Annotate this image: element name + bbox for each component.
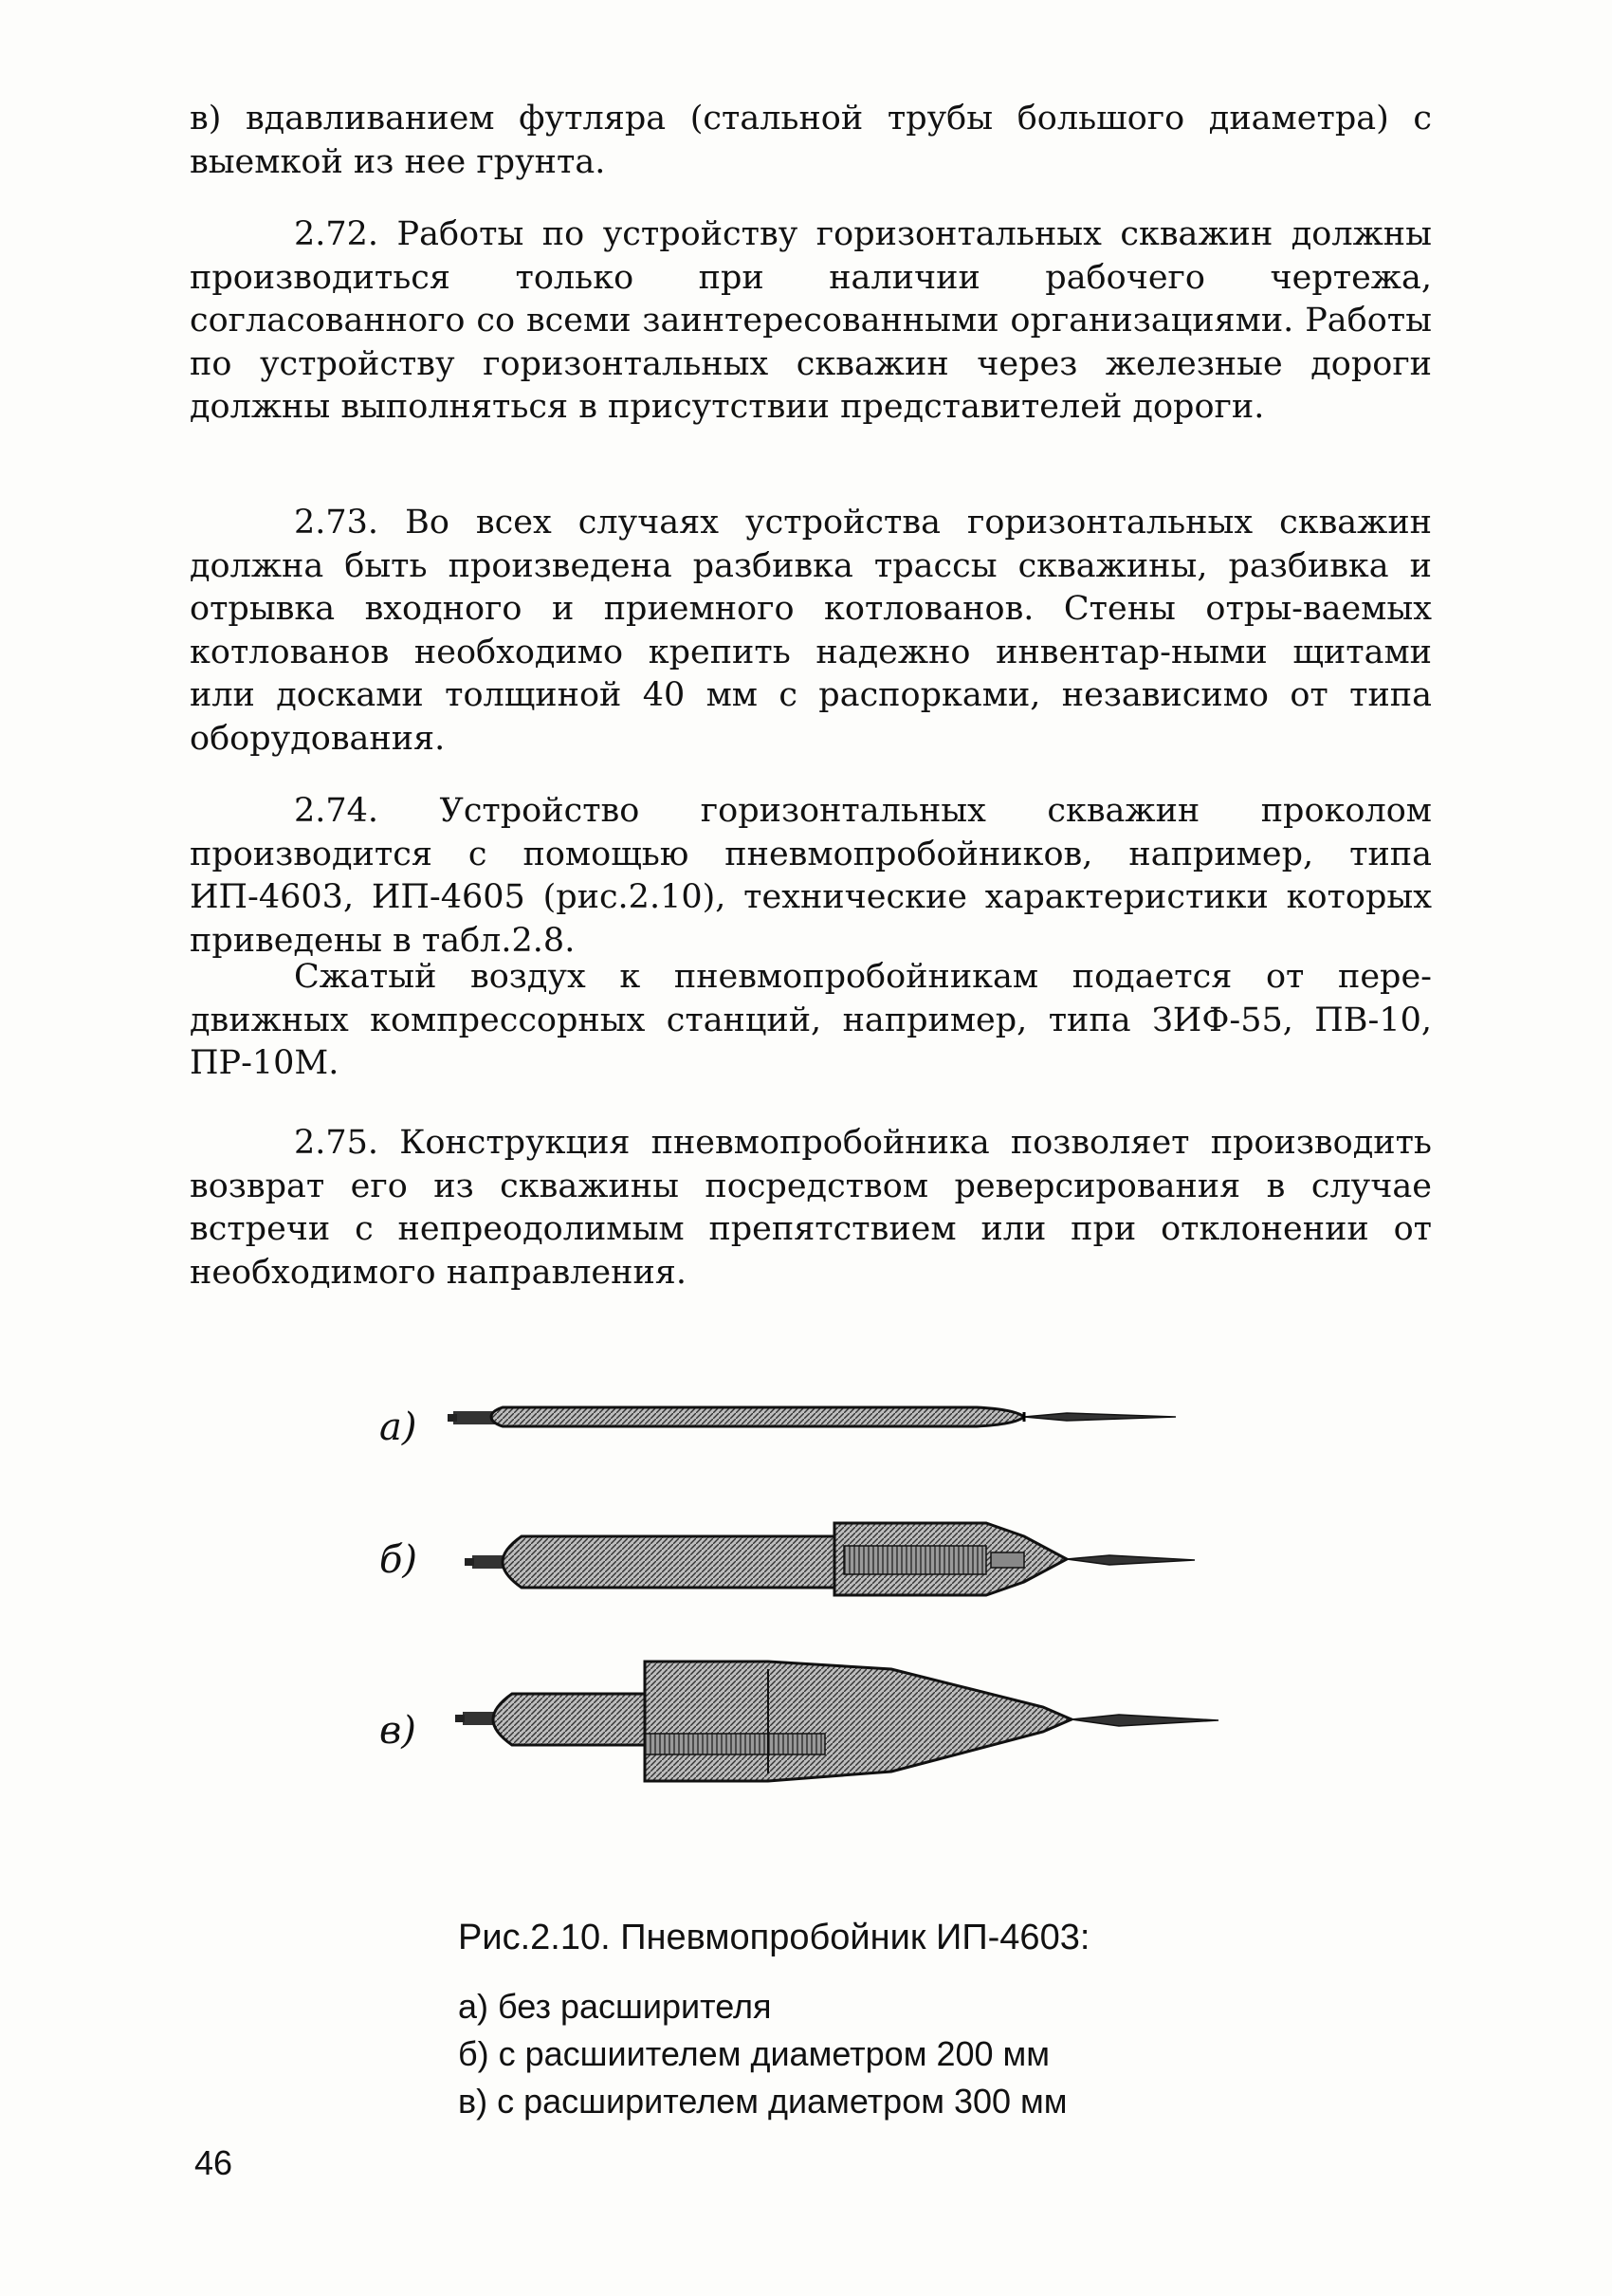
piercer-c-drawing — [455, 1662, 1218, 1781]
paragraph-2-75: 2.75. Конструкция пневмопробойника позволяет производить возврат его из скважины посредством реверсирования в случае встречи с непреодолимым препятствием или при отклонении от необходимого направления. — [190, 1124, 1432, 1292]
figure-caption-item: в) с расширителем диаметром 300 мм — [458, 2082, 1068, 2121]
paragraph-2-74-continued: Сжатый воздух к пневмопробойникам подается от пере-движных компрессорных станций, например, типа ЗИФ-55, ПВ-10, ПР-10М. — [190, 958, 1432, 1082]
paragraph-2-71-item-c: в) вдавливанием футляра (стальной трубы большого диаметра) с выемкой из нее грунта. — [190, 100, 1432, 181]
figure-label-a: а) — [379, 1405, 417, 1449]
piercer-b-drawing — [465, 1523, 1195, 1595]
figure-label-b: б) — [379, 1538, 418, 1582]
figure-2-10 — [360, 1385, 1271, 1830]
figure-caption-title: Рис.2.10. Пневмопробойник ИП-4603: — [458, 1918, 1090, 1957]
piercer-a-drawing — [448, 1407, 1176, 1426]
figure-caption-item: а) без расширителя — [458, 1987, 772, 2026]
figure-caption-item: б) с расшиителем диаметром 200 мм — [458, 2034, 1051, 2073]
paragraph-2-74: 2.74. Устройство горизонтальных скважин проколом производится с помощью пневмопробойников, например, типа ИП-4603, ИП-4605 (рис.2.10), технические характеристики которых приведены в табл.2.8. — [190, 792, 1432, 960]
page-number: 46 — [194, 2143, 233, 2182]
pneumatic-piercer-drawings — [360, 1385, 1271, 1830]
paragraph-2-73: 2.73. Во всех случаях устройства горизонтальных скважин должна быть произведена разбивка трассы скважины, разбивка и отрывка входного и приемного котлованов. Стены отры-ваемых котлованов необходимо крепить надежно инвентар-ными щитами или досками толщиной 40 мм с распорками, независимо от типа оборудования. — [190, 504, 1432, 758]
figure-label-c: в) — [379, 1709, 416, 1753]
paragraph-2-72: 2.72. Работы по устройству горизонтальных скважин должны производиться только при наличии рабочего чертежа, согласованного со всеми заинтересованными организациями. Работы по устройству горизонтальных скважин через железные дороги должны выполняться в присутствии представителей дороги. — [190, 215, 1432, 426]
